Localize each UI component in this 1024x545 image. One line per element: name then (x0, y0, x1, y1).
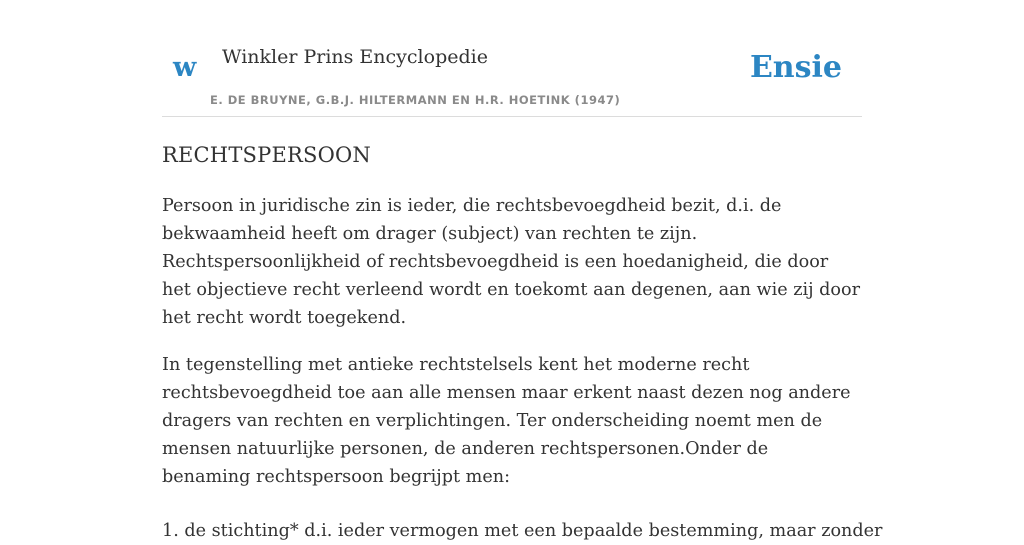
ensie-logo-link[interactable]: Ensie (749, 50, 842, 85)
source-title-link[interactable]: Winkler Prins Encyclopedie (222, 46, 488, 68)
source-authors: E. DE BRUYNE, G.B.J. HILTERMANN EN H.R. HOETINK (1947) (210, 93, 621, 107)
article-body (162, 140, 883, 545)
article-paragraph: In tegenstelling met antieke rechtstelsels kent het moderne recht rechtsbevoegdheid toe aan alle mensen maar erkent naast dezen nog andere dragers van rechten en verplichtingen. Ter onderscheiding noemt men de mensen natuurlijke personen, de anderen rechtspersonen.Onder de benaming rechtspersoon begrijpt men: (162, 355, 851, 487)
source-header (162, 40, 862, 117)
article-title: RECHTSPERSOON (162, 143, 371, 167)
list-item: 1. de stichting* d.i. ieder vermogen met een bepaalde bestemming, maar zonder (162, 521, 883, 541)
article-paragraph: Persoon in juridische zin is ieder, die rechtsbevoegdheid bezit, d.i. de bekwaamheid heeft om drager (subject) van rechten te zijn. Rechtspersoonlijkheid of rechtsbevoegdheid is een hoedanigheid, die door het objectieve recht verleend wordt en toekomt aan degenen, aan wie zij door het recht wordt toegekend. (162, 196, 861, 328)
source-logo-icon[interactable]: w (173, 52, 197, 83)
